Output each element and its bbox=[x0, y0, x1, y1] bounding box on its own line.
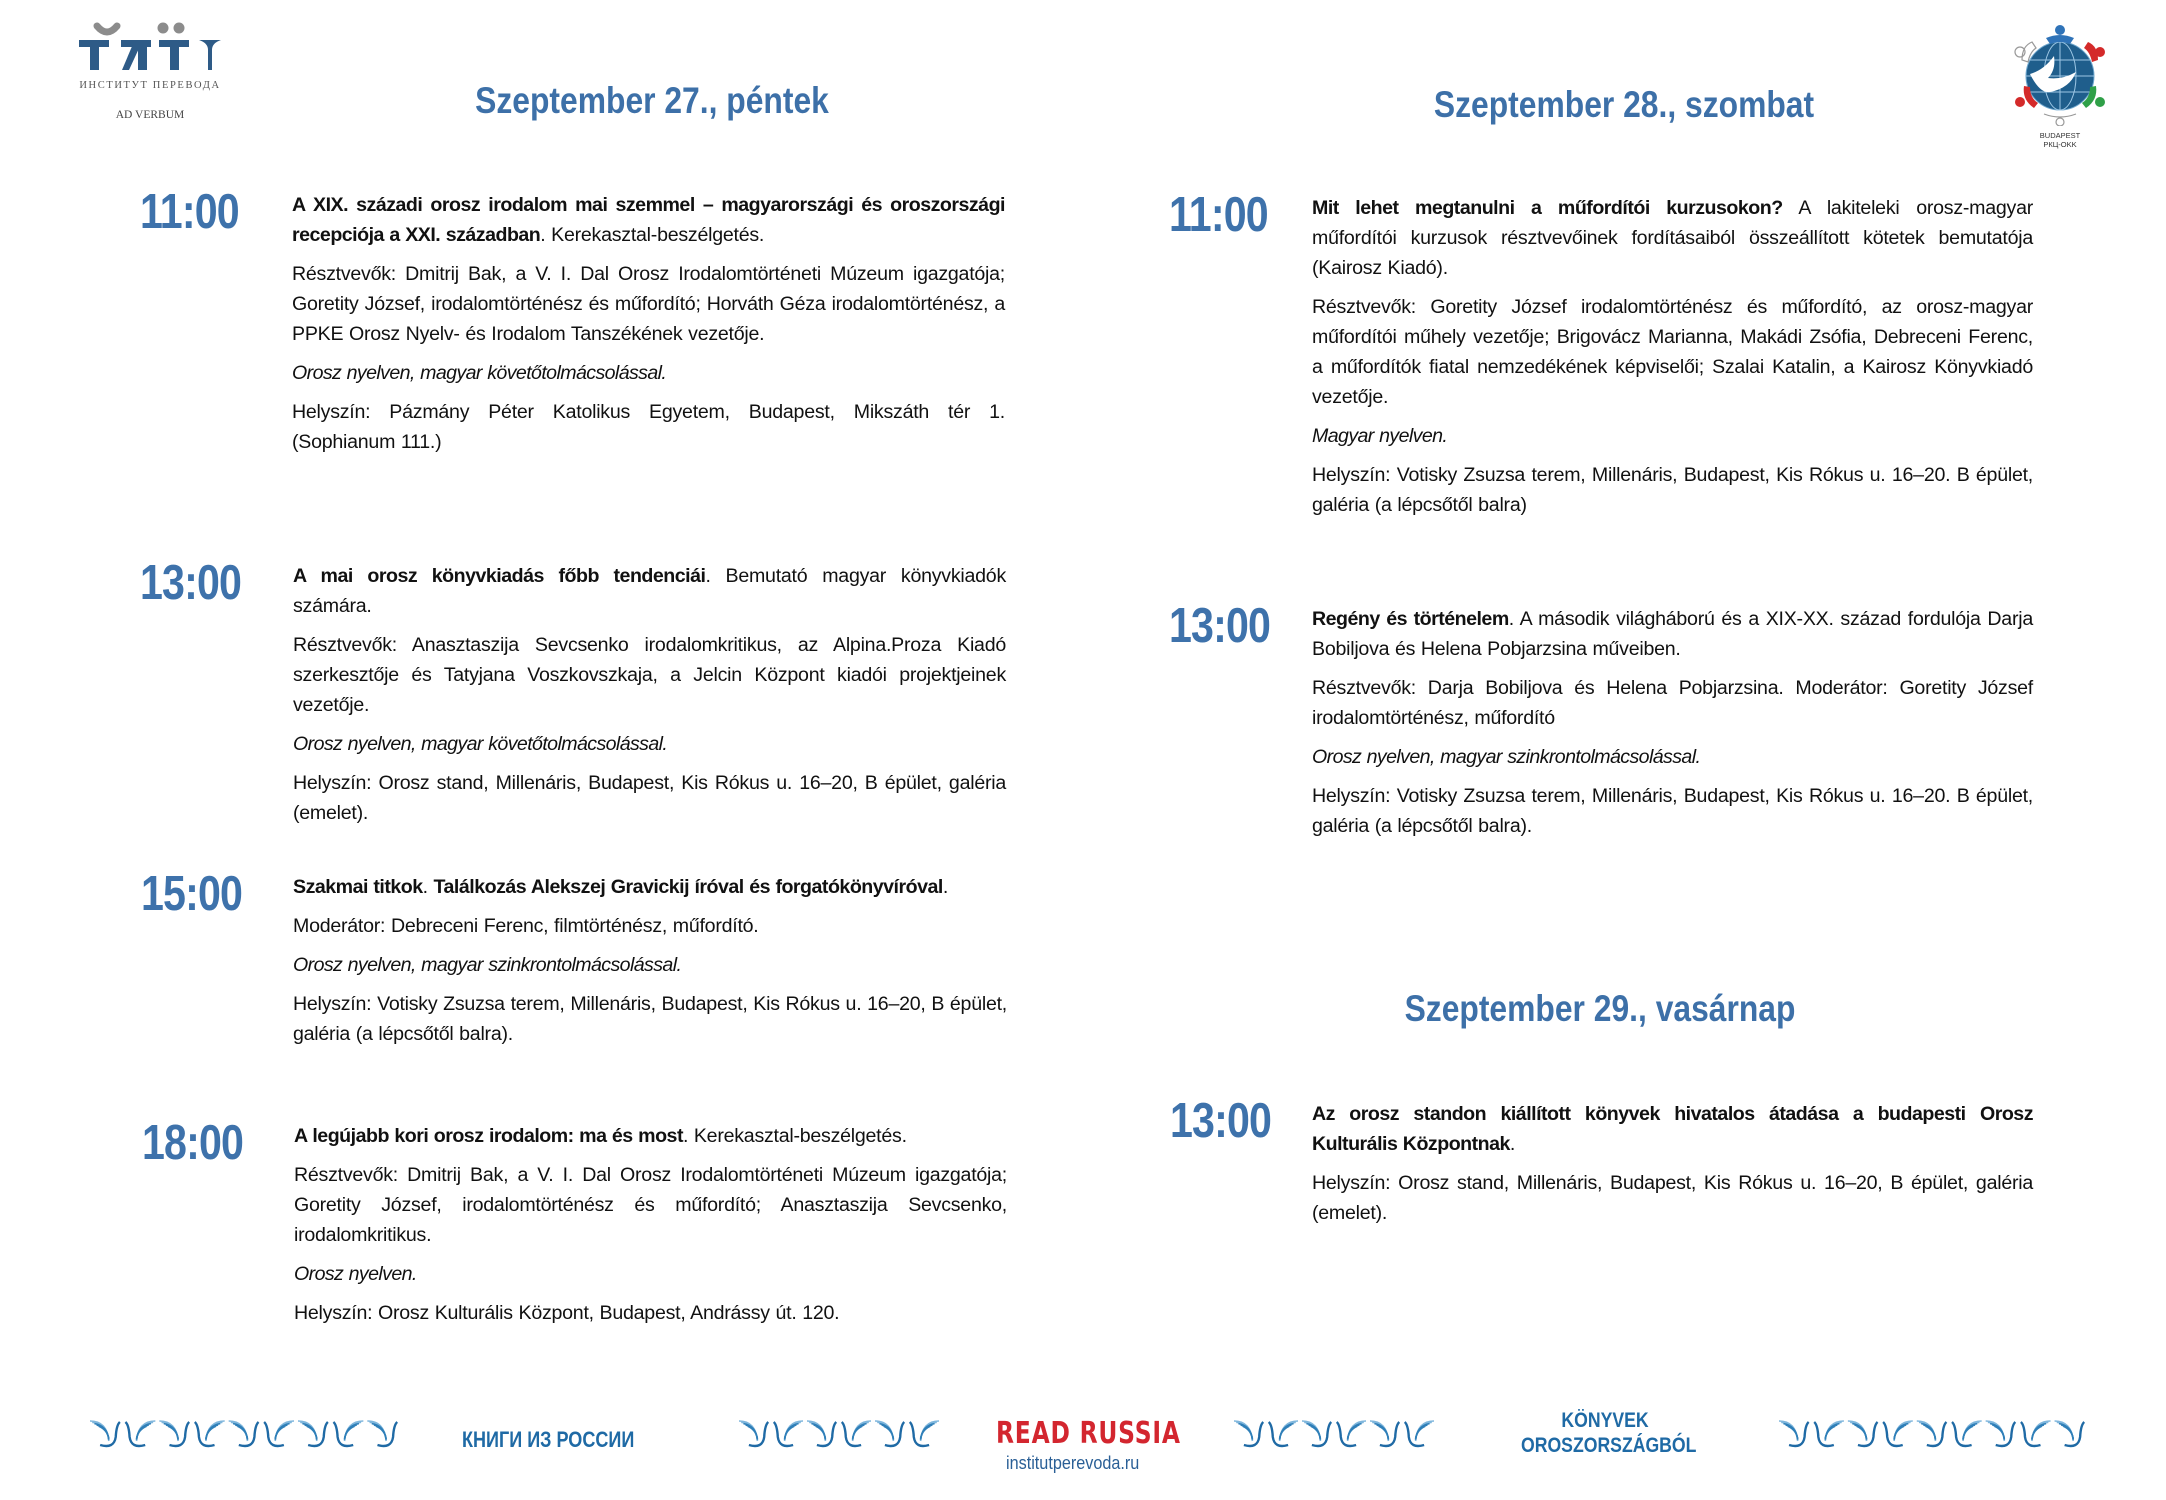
swan-icon bbox=[842, 1421, 871, 1446]
swan-icon bbox=[125, 1421, 155, 1446]
event-title-bold: Regény és történelem bbox=[1312, 608, 1509, 630]
footer-konyvek-oroszorszagbol bbox=[1521, 1408, 1697, 1458]
event-language: Orosz nyelven, magyar követőtolmácsolással. bbox=[292, 362, 667, 384]
footer-konyvek-line-1: KÖNYVEK bbox=[1561, 1409, 1649, 1432]
event-time: 13:00 bbox=[1169, 599, 1271, 653]
tit-logo-icon bbox=[75, 20, 225, 72]
institut-perevoda-logo bbox=[70, 20, 230, 130]
event-details bbox=[294, 1121, 1007, 1337]
swan-icon bbox=[1370, 1421, 1399, 1446]
event-participants: Moderátor: Debreceni Ferenc, filmtörténész, műfordító. bbox=[293, 915, 759, 937]
event-title-text: . Kerekasztal-beszélgetés. bbox=[682, 1125, 907, 1147]
swan-icon bbox=[807, 1421, 836, 1446]
event-language: Magyar nyelven. bbox=[1312, 425, 1448, 447]
swan-icon bbox=[2055, 1421, 2085, 1446]
event-title-text: A lakiteleki orosz-magyar műfordítói kurzusok résztvevőinek fordításaiból összeállított kötetek bemutatója (Kairosz Kiadó). bbox=[1312, 197, 2033, 279]
event-title bbox=[1312, 193, 2033, 283]
event-time: 13:00 bbox=[140, 556, 242, 610]
event-details bbox=[1312, 604, 2033, 850]
footer-konyvek-line-2: OROSZORSZÁGBÓL bbox=[1521, 1434, 1697, 1457]
swan-icon bbox=[1986, 1421, 2016, 1446]
event-time: 18:00 bbox=[142, 1116, 244, 1170]
event-location: Helyszín: Votisky Zsuzsa terem, Millenáris, Budapest, Kis Rókus u. 16–20. B épület, galéria (a lépcsőtől balra) bbox=[1312, 464, 2033, 516]
swan-icon bbox=[1952, 1421, 1982, 1446]
swan-ornament-icon bbox=[737, 1417, 941, 1449]
event-participants: Résztvevők: Dmitrij Bak, a V. I. Dal Orosz Irodalomtörténeti Múzeum igazgatója; Goretity József, irodalomtörténész és műfordító; Horváth Géza irodalomtörténész, a PPKE Orosz Nyelv- és Irodalom Tanszékének vezetője. bbox=[292, 263, 1005, 345]
event-time: 15:00 bbox=[141, 867, 243, 921]
swan-icon bbox=[1234, 1421, 1263, 1446]
swan-icon bbox=[298, 1421, 328, 1446]
swan-icon bbox=[367, 1421, 397, 1446]
event-location: Helyszín: Votisky Zsuzsa terem, Millenáris, Budapest, Kis Rókus u. 16–20. B épület, galéria (a lépcsőtől balra). bbox=[1312, 785, 2033, 837]
swan-icon bbox=[1779, 1421, 1809, 1446]
swan-icon bbox=[1337, 1421, 1366, 1446]
event-details bbox=[293, 872, 1007, 1058]
event-details bbox=[1312, 193, 2033, 529]
event-details bbox=[293, 561, 1006, 837]
event-location: Helyszín: Votisky Zsuzsa terem, Millenáris, Budapest, Kis Rókus u. 16–20, B épület, galéria (a lépcsőtől balra). bbox=[293, 993, 1007, 1045]
event-title-text: . bbox=[1509, 1133, 1516, 1155]
event-title-text: . Bemutató magyar könyvkiadók számára. bbox=[293, 565, 1006, 617]
event-title-bold: A mai orosz könyvkiadás főbb tendenciái bbox=[293, 565, 706, 587]
logo-institute-name: ИНСТИТУТ ПЕРЕВОДА bbox=[79, 80, 221, 91]
swan-icon bbox=[1269, 1421, 1298, 1446]
swan-ornament-2 bbox=[737, 1417, 941, 1449]
event-participants: Résztvevők: Darja Bobiljova és Helena Pobjarzsina. Moderátor: Goretity József irodalomtörténész, műfordító bbox=[1312, 677, 2033, 729]
swan-ornament-1 bbox=[88, 1417, 400, 1449]
event-location: Helyszín: Orosz stand, Millenáris, Budapest, Kis Rókus u. 16–20, B épület, galéria (emelet). bbox=[293, 772, 1006, 824]
event-title-bold: A legújabb kori orosz irodalom: ma és most bbox=[294, 1125, 683, 1147]
swan-icon bbox=[1848, 1421, 1878, 1446]
event-language: Orosz nyelven. bbox=[294, 1263, 417, 1285]
event-title-text: . bbox=[942, 876, 949, 898]
event-title-bold: Találkozás Alekszej Gravickij íróval és forgatókönyvíróval bbox=[433, 876, 943, 898]
swan-icon bbox=[774, 1421, 803, 1446]
event-participants: Résztvevők: Goretity József irodalomtörténész és műfordító, az orosz-magyar műfordítói műhely vezetője; Brigovácz Marianna, Makádi Zsófia, Debreceni Ferenc, a műfordítók fiatal nemzedékének képviselői; Szalai Katalin, a Kairosz Könyvkiadó vezetője. bbox=[1312, 296, 2033, 408]
footer-website-link[interactable]: institutperevoda.ru bbox=[1006, 1453, 1140, 1473]
event-title bbox=[1312, 1099, 2033, 1159]
event-title-bold: A XIX. századi orosz irodalom mai szemmel – magyarországi és oroszországi recepciója a XXI. században bbox=[292, 194, 1005, 246]
event-title-text: . A második világháború és a XIX-XX. század fordulója Darja Bobiljova és Helena Pobjarzsina műveiben. bbox=[1312, 608, 2033, 660]
footer-read-russia-logo: READ RUSSIA bbox=[996, 1416, 1181, 1451]
event-title bbox=[293, 872, 1007, 902]
swan-ornament-4 bbox=[1777, 1417, 2087, 1449]
swan-icon bbox=[90, 1421, 120, 1446]
event-location: Helyszín: Pázmány Péter Katolikus Egyetem, Budapest, Mikszáth tér 1. (Sophianum 111.) bbox=[292, 401, 1005, 453]
swan-icon bbox=[159, 1421, 189, 1446]
event-participants: Résztvevők: Anasztaszija Sevcsenko irodalomkritikus, az Alpina.Proza Kiadó szerkesztője és Tatyjana Voszkovszkaja, a Jelcin Központ kiadói projektjeinek vezetője. bbox=[293, 634, 1006, 716]
swan-icon bbox=[229, 1421, 259, 1446]
event-time: 13:00 bbox=[1170, 1094, 1272, 1148]
swan-ornament-3 bbox=[1232, 1417, 1436, 1449]
event-language: Orosz nyelven, magyar szinkrontolmácsolással. bbox=[293, 954, 682, 976]
globe-dove-icon bbox=[2008, 22, 2112, 126]
logo-motto: AD VERBUM bbox=[115, 109, 185, 121]
event-title-bold: Az orosz standon kiállított könyvek hivatalos átadása a budapesti Orosz Kulturális Központnak bbox=[1312, 1103, 2033, 1155]
swan-icon bbox=[910, 1421, 939, 1446]
event-title bbox=[1312, 604, 2033, 664]
event-language: Orosz nyelven, magyar követőtolmácsolással. bbox=[293, 733, 668, 755]
event-title-bold: Szakmai titkok bbox=[293, 876, 423, 898]
swan-icon bbox=[2021, 1421, 2051, 1446]
event-location: Helyszín: Orosz stand, Millenáris, Budapest, Kis Rókus u. 16–20, B épület, galéria (emelet). bbox=[1312, 1172, 2033, 1224]
event-title bbox=[292, 190, 1005, 250]
swan-ornament-icon bbox=[1777, 1417, 2087, 1449]
swan-icon bbox=[875, 1421, 904, 1446]
budapest-rkc-logo bbox=[2002, 22, 2118, 162]
footer-knigi-iz-rossii: КНИГИ ИЗ РОССИИ bbox=[462, 1427, 635, 1452]
swan-icon bbox=[1917, 1421, 1947, 1446]
swan-icon bbox=[333, 1421, 363, 1446]
swan-icon bbox=[1405, 1421, 1434, 1446]
event-time: 11:00 bbox=[1169, 188, 1268, 242]
logo-caption-org: РКЦ-OKK bbox=[2043, 140, 2077, 149]
event-details bbox=[1312, 1099, 2033, 1237]
swan-icon bbox=[195, 1421, 225, 1446]
day-heading-sep-29: Szeptember 29., vasárnap bbox=[1404, 988, 1796, 1029]
day-heading-sep-27: Szeptember 27., péntek bbox=[475, 80, 829, 121]
event-time: 11:00 bbox=[140, 185, 239, 239]
event-location: Helyszín: Orosz Kulturális Központ, Budapest, Andrássy út. 120. bbox=[294, 1302, 840, 1324]
day-heading-sep-28: Szeptember 28., szombat bbox=[1433, 84, 1815, 125]
logo-caption-city: BUDAPEST bbox=[2039, 131, 2081, 140]
swan-icon bbox=[1814, 1421, 1844, 1446]
event-title bbox=[294, 1121, 1007, 1151]
swan-ornament-icon bbox=[88, 1417, 400, 1449]
swan-icon bbox=[739, 1421, 768, 1446]
event-title-text: . bbox=[422, 876, 434, 898]
event-language: Orosz nyelven, magyar szinkrontolmácsolással. bbox=[1312, 746, 1701, 768]
event-title-bold: Mit lehet megtanulni a műfordítói kurzusokon? bbox=[1312, 197, 1783, 219]
swan-icon bbox=[1302, 1421, 1331, 1446]
swan-icon bbox=[1883, 1421, 1913, 1446]
event-participants: Résztvevők: Dmitrij Bak, a V. I. Dal Orosz Irodalomtörténeti Múzeum igazgatója; Goretity József, irodalomtörténész és műfordító; Anasztaszija Sevcsenko, irodalomkritikus. bbox=[294, 1164, 1007, 1246]
event-title-text: . Kerekasztal-beszélgetés. bbox=[540, 224, 765, 246]
event-details bbox=[292, 190, 1005, 466]
event-title bbox=[293, 561, 1006, 621]
swan-ornament-icon bbox=[1232, 1417, 1436, 1449]
swan-icon bbox=[264, 1421, 294, 1446]
